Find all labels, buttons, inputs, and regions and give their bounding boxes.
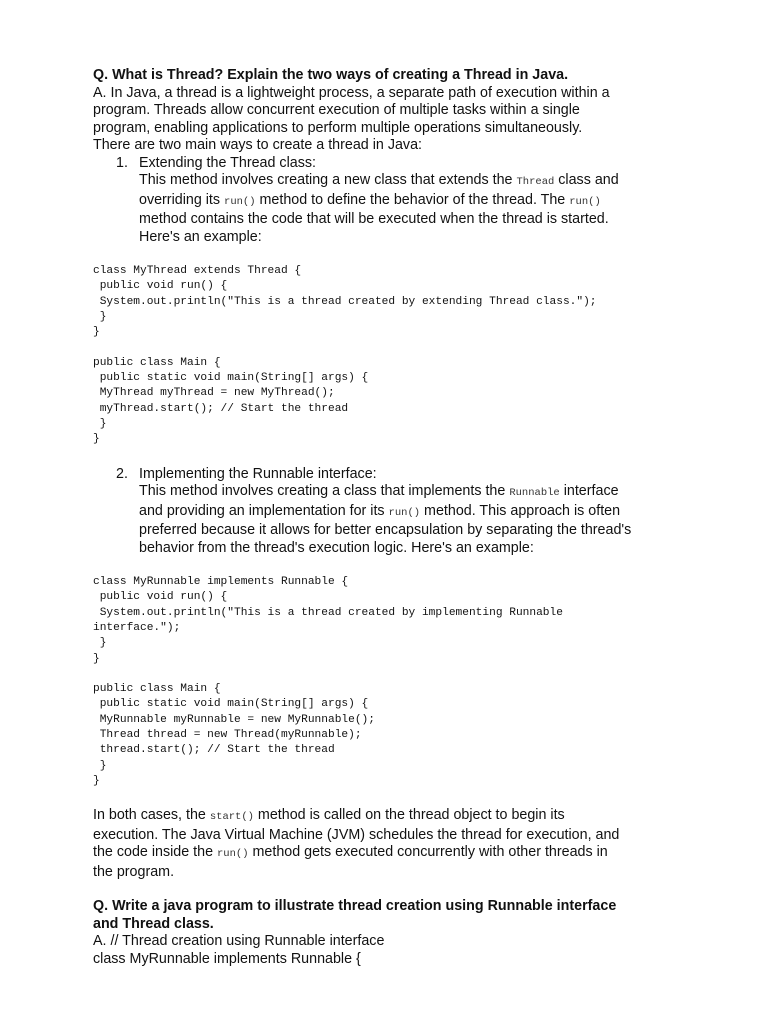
question-2-block	[93, 898, 693, 968]
question-1: Q. What is Thread? Explain the two ways of creating a Thread in Java.	[93, 67, 569, 83]
question-2: Q. Write a java program to illustrate thread creation using Runnable interface	[93, 898, 617, 915]
code-line: System.out.println("This is a thread created by implementing Runnable	[93, 606, 563, 619]
list-item-text: preferred because it allows for better encapsulation by separating the thread's	[139, 522, 632, 539]
inline-code: run()	[388, 506, 421, 519]
list-item-text: and providing an implementation for its run() method. This approach is often	[139, 502, 621, 519]
code-line: public static void main(String[] args) {	[93, 372, 369, 385]
answer-2-line: A. // Thread creation using Runnable interface	[93, 933, 385, 950]
code-line: MyThread myThread = new MyThread();	[93, 387, 335, 400]
document-page	[93, 67, 693, 968]
conclusion-paragraph	[93, 807, 693, 881]
code-line: System.out.println("This is a thread created by extending Thread class.");	[93, 295, 597, 308]
code-line: interface.");	[93, 621, 181, 634]
inline-code: run()	[217, 848, 249, 861]
code-line: public static void main(String[] args) {	[93, 698, 369, 711]
list-item-text: behavior from the thread's execution logic. Here's an example:	[139, 539, 534, 556]
code-line: }	[93, 652, 100, 665]
code-line	[93, 667, 693, 682]
list-item-title: Extending the Thread class:	[139, 154, 316, 171]
inline-code: run()	[569, 195, 601, 208]
code-line: MyRunnable myRunnable = new MyRunnable();	[93, 713, 375, 726]
code-line: myThread.start(); // Start the thread	[93, 402, 349, 415]
answer-2-line: class MyRunnable implements Runnable {	[93, 950, 361, 967]
list-item-implementing-runnable	[93, 466, 693, 558]
list-number: 2.	[116, 465, 128, 482]
code-line: public void run() {	[93, 280, 228, 293]
code-line: public void run() {	[93, 591, 228, 604]
inline-code: run()	[224, 195, 256, 208]
inline-code: Thread	[516, 176, 555, 188]
answer-line: There are two main ways to create a thread in Java:	[93, 137, 422, 153]
code-block-runnable	[93, 575, 693, 789]
code-line: }	[93, 774, 100, 787]
code-line: }	[93, 417, 107, 430]
code-line: }	[93, 433, 100, 446]
answer-line: program, enabling applications to perform multiple operations simultaneously.	[93, 119, 583, 136]
inline-code: start()	[209, 811, 254, 824]
code-line: }	[93, 310, 107, 323]
list-item-text: This method involves creating a new class that extends the Thread class and	[139, 172, 619, 188]
code-block-thread	[93, 264, 693, 448]
paragraph-line: the program.	[93, 863, 175, 880]
answer-line: program. Threads allow concurrent execution of multiple tasks within a single	[93, 102, 580, 118]
paragraph-line: execution. The Java Virtual Machine (JVM) schedules the thread for execution, and	[93, 826, 620, 843]
answer-line: A. In Java, a thread is a lightweight process, a separate path of execution within a	[93, 84, 610, 101]
list-item-title: Implementing the Runnable interface:	[139, 465, 377, 482]
list-number: 1.	[116, 154, 128, 171]
list-item-text: overriding its run() method to define the behavior of the thread. The run()	[139, 191, 601, 208]
paragraph-line: the code inside the run() method gets executed concurrently with other threads in	[93, 844, 608, 861]
answer-1-intro	[93, 85, 693, 155]
code-line: class MyThread extends Thread {	[93, 265, 302, 277]
code-line: }	[93, 326, 100, 339]
paragraph-line: In both cases, the start() method is called on the thread object to begin its	[93, 807, 565, 824]
question-2-cont: and Thread class.	[93, 915, 214, 932]
list-item-text: Here's an example:	[139, 228, 262, 245]
list-item-text: This method involves creating a class that implements the Runnable interface	[139, 483, 619, 500]
list-item-text: method contains the code that will be executed when the thread is started.	[139, 211, 609, 227]
code-line: }	[93, 759, 107, 772]
code-line	[93, 340, 693, 355]
code-line: class MyRunnable implements Runnable {	[93, 576, 349, 589]
code-line: public class Main {	[93, 356, 221, 369]
code-line: }	[93, 637, 107, 650]
list-item-extending-thread	[93, 155, 693, 247]
code-line: Thread thread = new Thread(myRunnable);	[93, 729, 362, 742]
code-line: public class Main {	[93, 683, 221, 696]
inline-code: Runnable	[509, 487, 560, 500]
code-line: thread.start(); // Start the thread	[93, 744, 335, 757]
